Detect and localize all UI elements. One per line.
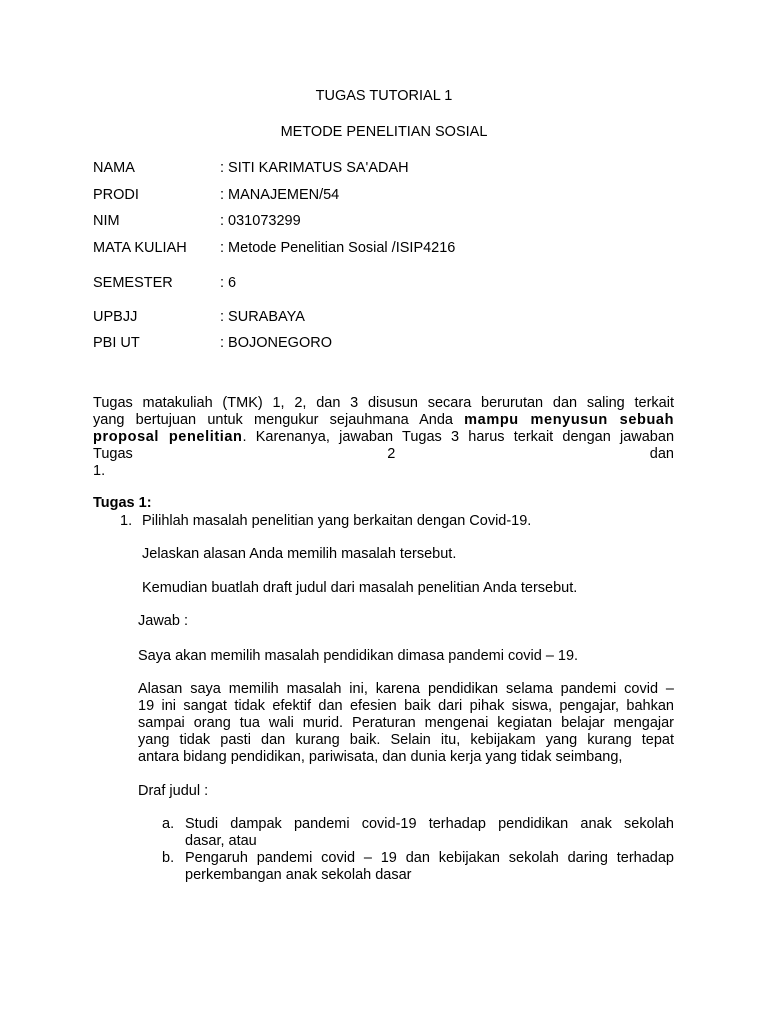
semester-value: : 6 — [220, 275, 237, 291]
question-2-text: Jelaskan alasan Anda memilih masalah tersebut. — [142, 546, 457, 562]
nim-value: : 031073299 — [220, 213, 301, 229]
jawab-label: Jawab : — [138, 613, 188, 629]
reason-line: Alasan saya memilih masalah ini, karena pendidikan selama pandemi covid – — [138, 681, 674, 697]
document-title: TUGAS TUTORIAL 1 — [315, 88, 453, 104]
answer-problem: Saya akan memilih masalah pendidikan dimasa pandemi covid – 19. — [138, 648, 579, 664]
draft-line: perkembangan anak sekolah dasar — [185, 867, 412, 883]
document-subtitle: METODE PENELITIAN SOSIAL — [280, 124, 488, 140]
reason-line: 19 ini sangat tidak efektif dan efesien baik dari pihak siswa, pengajar, bahkan — [138, 698, 674, 714]
mata-kuliah-label: MATA KULIAH — [93, 240, 187, 256]
intro-line-2: yang bertujuan untuk mengukur sejauhmana Anda mampu menyusun sebuah — [93, 412, 675, 428]
upbjj-value: : SURABAYA — [220, 309, 305, 325]
nama-label: NAMA — [93, 160, 135, 176]
pbi-ut-value: : BOJONEGORO — [220, 335, 332, 351]
list-number: 1. — [120, 513, 133, 529]
draft-marker: a. — [162, 816, 175, 832]
nim-label: NIM — [93, 213, 120, 229]
upbjj-label: UPBJJ — [93, 309, 138, 325]
draft-title-label: Draf judul : — [138, 783, 209, 799]
question-1-text: Pilihlah masalah penelitian yang berkaitan dengan Covid-19. — [142, 513, 532, 529]
nama-value: : SITI KARIMATUS SA'ADAH — [220, 160, 409, 176]
draft-line: Pengaruh pandemi covid – 19 dan kebijakan sekolah daring terhadap — [185, 850, 674, 866]
intro-line-4: Tugas 2 dan 1. — [93, 446, 674, 479]
prodi-label: PRODI — [93, 187, 139, 203]
draft-line: Studi dampak pandemi covid-19 terhadap pendidikan anak sekolah — [185, 816, 674, 832]
draft-line: dasar, atau — [185, 833, 257, 849]
question-3-text: Kemudian buatlah draft judul dari masalah penelitian Anda tersebut. — [142, 580, 578, 596]
reason-line: antara bidang pendidikan, pariwisata, dan dunia kerja yang tidak seimbang, — [138, 749, 623, 765]
prodi-value: : MANAJEMEN/54 — [220, 187, 340, 203]
reason-line: yang tidak pasti dan kurang baik. Selain itu, kebijakam yang kurang tepat — [138, 732, 674, 748]
draft-marker: b. — [162, 850, 175, 866]
reason-line: sampai orang tua wali murid. Peraturan mengenai kegiatan belajar mengajar — [138, 715, 674, 731]
mata-kuliah-value: : Metode Penelitian Sosial /ISIP4216 — [220, 240, 456, 256]
tugas-1-heading: Tugas 1: — [93, 495, 152, 511]
intro-line-3: proposal penelitian. Karenanya, jawaban Tugas 3 harus terkait dengan jawaban — [93, 429, 675, 445]
semester-label: SEMESTER — [93, 275, 173, 291]
intro-line-1: Tugas matakuliah (TMK) 1, 2, dan 3 disusun secara berurutan dan saling terkait — [93, 395, 674, 411]
pbi-ut-label: PBI UT — [93, 335, 140, 351]
